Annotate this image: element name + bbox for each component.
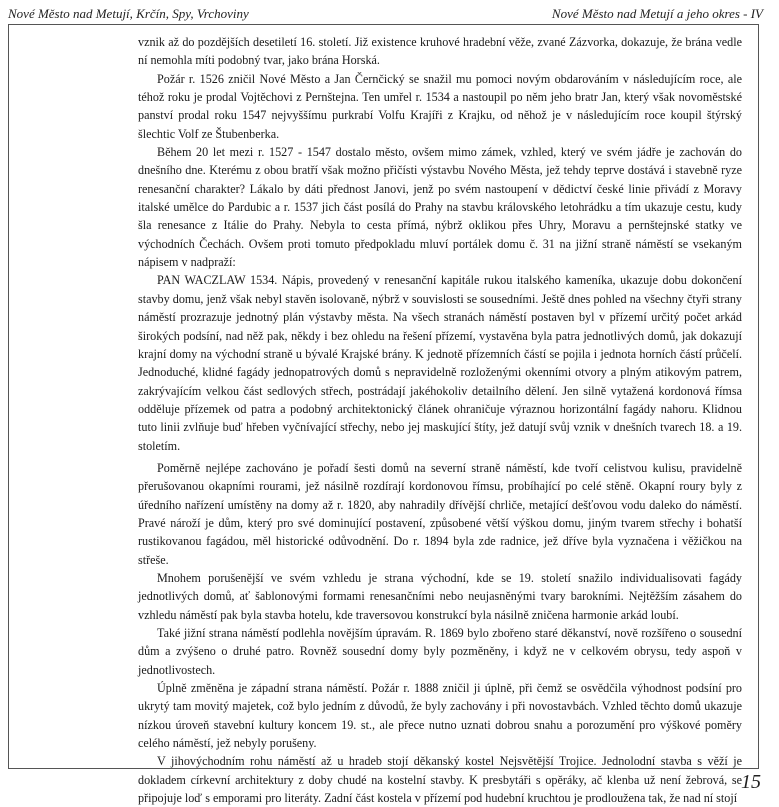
page-number: 15	[741, 771, 761, 793]
body-text	[138, 33, 742, 807]
running-header	[8, 2, 763, 24]
header-left-title: Nové Město nad Metují, Krčín, Spy, Vrchoviny	[8, 6, 249, 21]
paragraph: Poměrně nejlépe zachováno je pořadí šesti domů na severní straně náměstí, kde tvoří celistvou kulisu, pravidelně přerušovanou okapními rourami, jež násilně rozdírají kordonovou římsu, probíhající po celé stěně. Okapní roury byly z úředního nařízení umístěny na domy až r. 1820, aby nahradily dřívější chrliče, metající dešťovou vodu daleko do náměstí. Pravé nároží je dům, který pro své dominující postavení, způsobené větší výškou domu, jiným tvarem střechy i bohatší rustikovanou fagádou, měl historické odůvodnění. Do r. 1894 byla zde radnice, jež dříve byla vyznačena i věžičkou na střeše.	[138, 460, 742, 567]
paragraph: Také jižní strana náměstí podlehla novějším úpravám. R. 1869 bylo zbořeno staré děkanství, nově rozšířeno o sousední dům a zvýšeno o druhé patro. Rovněž sousední domy byly pozměněny, i když ne v celkovém obrysu, tedy aspoň v jednotlivostech.	[138, 626, 742, 677]
paragraph: PAN WACZLAW 1534. Nápis, provedený v renesanční kapitále rukou italského kameníka, ukazuje dobu dokončení stavby domu, jenž však nebyl stavěn isolovaně, nýbrž v souvislosti se sousedními. Ještě dnes pohled na všechny čtyři strany náměstí prozrazuje jednotný plán výstavby města. Na všech stranách náměstí postaven byl v přízemí určitý počet arkád širokých podsíní, nad něž pak, někdy i bez ohledu na řešení přízemí, vystavěna byla patra jednotlivých domů, jak dokazují krajní domy na východní straně u bývalé Krajské brány. K jednotě přízemních částí se pojila i jednota horních částí průčelí. Jednoduché, klidné fagády jednopatrových domů s nepravidelně rozloženými okenními otvory a plným atikovým patrem, zakrývajícím velkou část sedlových střech, postrádají jakéhokoliv detailního dělení. Jen silně vytažená kordonová římsa odděluje přízemek od patra a podobný architektonický článek ohraničuje výraznou horizontální fagády nahoru. Klidnou tuto linii zvlňuje buď hřeben vyčnívající střechy, nebo jej maskující štíty, jež datují svůj vznik v dnešních tvarech 18. a 19. stoletím.	[138, 273, 742, 453]
header-right-title: Nové Město nad Metují a jeho okres - IV	[551, 6, 763, 21]
paragraph: Během 20 let mezi r. 1527 - 1547 dostalo město, ovšem mimo zámek, vzhled, který ve svém jádře je zachován do dnešního dne. Kterému z obou bratří však možno přičísti výstavbu Nového Města, jež tehdy teprve dostává i stavebně ryze renesanční charakter? Lákalo by dáti přednost Janovi, jenž po svém nastoupení v dědictví české linie přivádí z Moravy italské umělce do Pardubic a r. 1537 jich část posílá do Prahy na stavbu královského letohrádku a tím ukazuje cestu, kudy šla renesance z Itálie do Prahy. Nebyla to cesta přímá, nýbrž oklikou přes Uhry, Moravu a pernštejnské statky ve východních Čechách. Ovšem proti tomuto předpokladu mluví portálek domu č. 31 na jižní straně náměstí se vsekaným nápisem v nadpraží:	[138, 145, 742, 270]
paragraph: V jihovýchodním rohu náměstí až u hradeb stojí děkanský kostel Nejsvětější Trojice. Jednolodní stavba s věží je dokladem církevní architektury z doby chudé na kostelní stavby. K presbytáři s opěráky, ač klenba už není žebrová, se připojuje loď s emporami pro literáty. Zadní část kostela v přízemí pod hudební kruchtou je prodloužena tak, že nad ní stojí	[138, 754, 742, 806]
paragraph: Požár r. 1526 zničil Nové Město a Jan Černčický se snažil mu pomoci novým obdarováním v následujícím roce, ale téhož roku je prodal Vojtěchovi z Pernštejna. Ten umřel r. 1534 a nastoupil po něm jeho bratr Jan, který však novoměstské panství prodal roku 1547 nejvyššímu purkrabí Volfu Krajíři z Krajku, od něhož je v následujícím roce koupil štýrský šlechtic Volf ze Štubenberka.	[138, 71, 742, 141]
paragraph: vznik až do pozdějších desetiletí 16. století. Již existence kruhové hradební věže, zvané Zázvorka, dokazuje, že brána vedle ní nemohla míti podobný tvar, jako brána Horská.	[138, 35, 742, 68]
paragraph: Úplně změněna je západní strana náměstí. Požár r. 1888 zničil ji úplně, při čemž se osvědčila výhodnost podsíní pro ukrytý tam movitý majetek, což bylo jedním z důvodů, že byly zachovány i při novostavbách. Vzhled těchto domů ukazuje nízkou úroveň stavební kultury koncem 19. st., ale přece nutno uznati dobrou snahu a porozumění pro výškové poměry celého náměstí, jež nebyly porušeny.	[138, 681, 742, 751]
paragraph: Mnohem porušenější ve svém vzhledu je strana východní, kde se 19. století snažilo individualisovati fagády jednotlivých domů, ať šablonovými formami renesančními nebo neujasněnými tvary barokními. Nejtěžším zásahem do vzhledu náměstí pak byla stavba hotelu, kde traversovou konstrukcí byla násilně zničena harmonie arkád loubí.	[138, 570, 742, 622]
